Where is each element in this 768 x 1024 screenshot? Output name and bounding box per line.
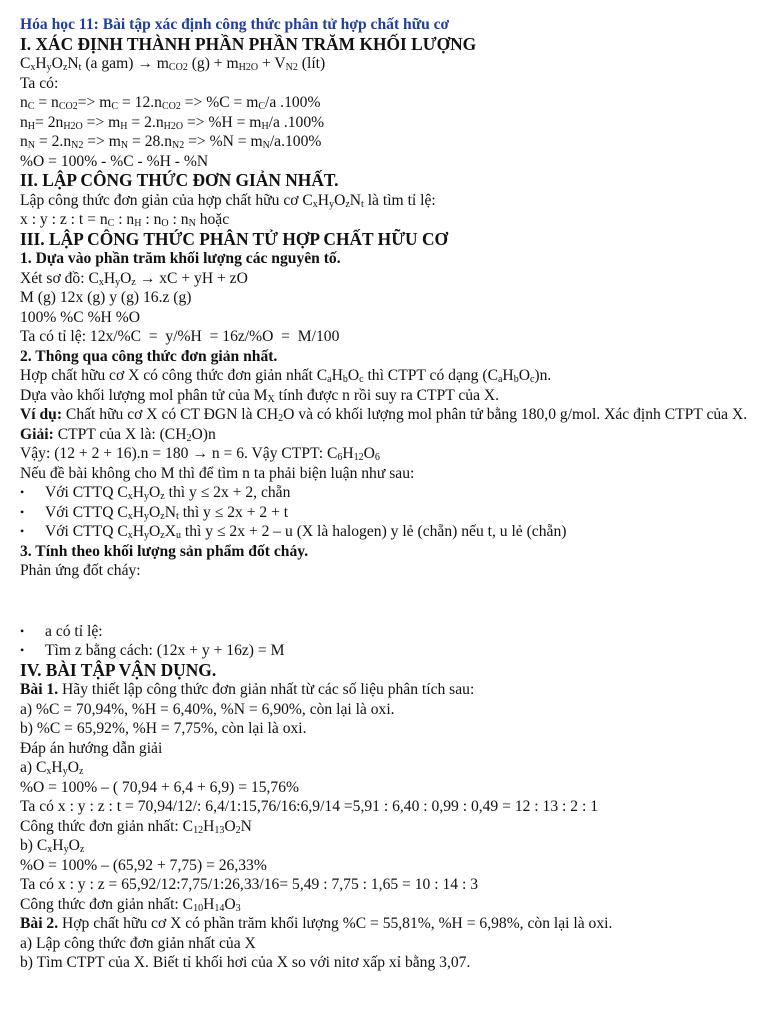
text-line: %O = 100% - %C - %H - %N bbox=[20, 152, 209, 170]
bullet-icon: • bbox=[20, 485, 25, 499]
bullet-text: a có tỉ lệ: bbox=[45, 622, 103, 640]
text-line: %O = 100% – ( 70,94 + 6,4 + 6,9) = 15,76% bbox=[20, 778, 300, 796]
text-line: Vậy: (12 + 2 + 16).n = 180 → n = 6. Vậy CTPT: $C_6H_{12}O_6$ bbox=[20, 445, 380, 463]
text-line: Dựa vào khối lượng mol phân tử của $M_X$ tính được n rồi suy ra CTPT của X. bbox=[20, 386, 500, 405]
text-line: Ta có x : y : z : t = 70,94/12/: 6,4/1:15,76/16:6,9/14 =5,91 : 6,40 : 0,99 : 0,49 = 12 : 13 : 2 : 1 bbox=[20, 798, 598, 815]
text-line: Lập công thức đơn giản của hợp chất hữu cơ $C_xH_yO_zN_t$ là tìm tỉ lệ: bbox=[20, 191, 436, 210]
text-line: b) %C = 65,92%, %H = 7,75%, còn lại là oxi. bbox=[20, 720, 307, 737]
text-line: Nếu đề bài không cho M thì để tìm n ta phải biện luận như sau: bbox=[20, 464, 415, 482]
bullet-item bbox=[20, 522, 748, 542]
bullet-item bbox=[20, 503, 748, 523]
bullet-item bbox=[20, 483, 748, 503]
text-line: b) Tìm CTPT của X. Biết tỉ khối hơi của X so với nitơ xấp xỉ bằng 3,07. bbox=[20, 954, 471, 971]
text-line: $n_N = 2.n_{N2} => m_N = 28.n_{N2} => \%N = m_N/a.100\%$ bbox=[20, 133, 322, 151]
bullet-text: Tìm z bằng cách: (12x + y + 16z) = M bbox=[45, 642, 285, 659]
bullet-item bbox=[20, 641, 748, 661]
text-line: a) Lập công thức đơn giản nhất của X bbox=[20, 934, 256, 952]
section-heading: II. LẬP CÔNG THỨC ĐƠN GIẢN NHẤT. bbox=[20, 170, 339, 190]
text-line: Công thức đơn giản nhất: $C_{10}H_{14}O_3$ bbox=[20, 895, 241, 914]
text-line: Bài 1. Hãy thiết lập công thức đơn giản nhất từ các số liệu phân tích sau: bbox=[20, 681, 475, 698]
text-line: Hợp chất hữu cơ X có công thức đơn giản nhất $C_aH_bO_c$ thì CTPT có dạng $(C_aH_bO_c)n$. bbox=[20, 367, 552, 385]
paragraph: Ví dụ: Chất hữu cơ X có CT ĐGN là $CH_2O$ và có khối lượng mol phân tử bằng 180,0 g/mol. Xác định CTPT của X. bbox=[20, 406, 748, 424]
text-line: Phản ứng đốt cháy: bbox=[20, 562, 141, 579]
text-line: %O = 100% – (65,92 + 7,75) = 26,33% bbox=[20, 856, 267, 874]
text-line: $n_H= 2n_{H2O} => m_H = 2.n_{H2O} => \%H = m_H/a$ .100% bbox=[20, 113, 325, 132]
text-line: x : y : z : $t = n_C$ : $n_H$ : $n_O$ : $n_N$ hoặc bbox=[20, 211, 230, 229]
bullet-text: Với CTTQ $C_xH_yO_zN_t$ thì y ≤ 2x + 2 + t bbox=[45, 503, 289, 522]
text-line: 100% %C %H %O bbox=[20, 308, 140, 326]
bullet-icon: • bbox=[20, 623, 25, 638]
bullet-text: Với CTTQ $C_xH_yO_z$ thì y ≤ 2x + 2, chẵn bbox=[45, 484, 291, 502]
document-title: Hóa học 11: Bài tập xác định công thức phân tử hợp chất hữu cơ bbox=[20, 16, 450, 33]
text-line: Giải: CTPT của X là: $(CH_2O)n$ bbox=[20, 425, 216, 444]
bullet-icon: • bbox=[20, 643, 25, 657]
text-line: Xét sơ đồ: $C_xH_yO_z$ → xC + yH + zO bbox=[20, 269, 248, 288]
text-line: a) $C_xH_yO_z$ bbox=[20, 759, 84, 777]
text-line: Bài 2. Hợp chất hữu cơ X có phần trăm khối lượng %C = 55,81%, %H = 6,98%, còn lại là oxi. bbox=[20, 915, 613, 932]
bullet-item bbox=[20, 622, 748, 642]
text-line: Ta có x : y : z = 65,92/12:7,75/1:26,33/16= 5,49 : 7,75 : 1,65 = 10 : 14 : 3 bbox=[20, 876, 478, 893]
subsection-heading: 3. Tính theo khối lượng sản phẩm đốt cháy. bbox=[20, 542, 309, 560]
text-line: Ta có: bbox=[20, 74, 59, 92]
text-line: $n_C = n_{CO2}=> m_C = 12.n_{CO2} => \%C = m_C/a$ .100% bbox=[20, 94, 321, 112]
subsection-heading: 1. Dựa vào phần trăm khối lượng các nguyên tố. bbox=[20, 250, 341, 267]
text-line: $C_xH_yO_zN_t$ (a $gam) \to m_{CO2}$ $(g) + m_{H2O} + V_{N2}$ (lít) bbox=[20, 55, 326, 73]
text-line: a) %C = 70,94%, %H = 6,40%, %N = 6,90%, còn lại là oxi. bbox=[20, 700, 395, 718]
subsection-heading: 2. Thông qua công thức đơn giản nhất. bbox=[20, 347, 278, 365]
section-heading: III. LẬP CÔNG THỨC PHÂN TỬ HỢP CHẤT HỮU CƠ bbox=[20, 228, 449, 249]
text-line: b) $C_xH_yO_z$ bbox=[20, 837, 85, 855]
blank-space bbox=[20, 581, 748, 622]
section-heading: IV. BÀI TẬP VẬN DỤNG. bbox=[20, 659, 217, 680]
text-line: Công thức đơn giản nhất: $C_{12}H_{13}O_2N$ bbox=[20, 817, 252, 836]
text-line: Ta có tỉ lệ: 12x/%C = y/%H = 16z/%O = M/100 bbox=[20, 328, 340, 345]
bullet-text: Với CTTQ $C_xH_yO_zX_u$ thì y ≤ 2x + 2 – u (X là halogen) y lẻ (chẵn) nếu t, u lẻ (chẵn) bbox=[45, 523, 567, 541]
bullet-icon: • bbox=[20, 524, 25, 538]
text-line: M (g) 12x (g) y (g) 16.z (g) bbox=[20, 289, 192, 306]
bullet-icon: • bbox=[20, 504, 25, 519]
text-line: Đáp án hướng dẫn giải bbox=[20, 739, 163, 757]
section-heading: I. XÁC ĐỊNH THÀNH PHẦN PHẦN TRĂM KHỐI LƯỢNG bbox=[20, 33, 477, 54]
